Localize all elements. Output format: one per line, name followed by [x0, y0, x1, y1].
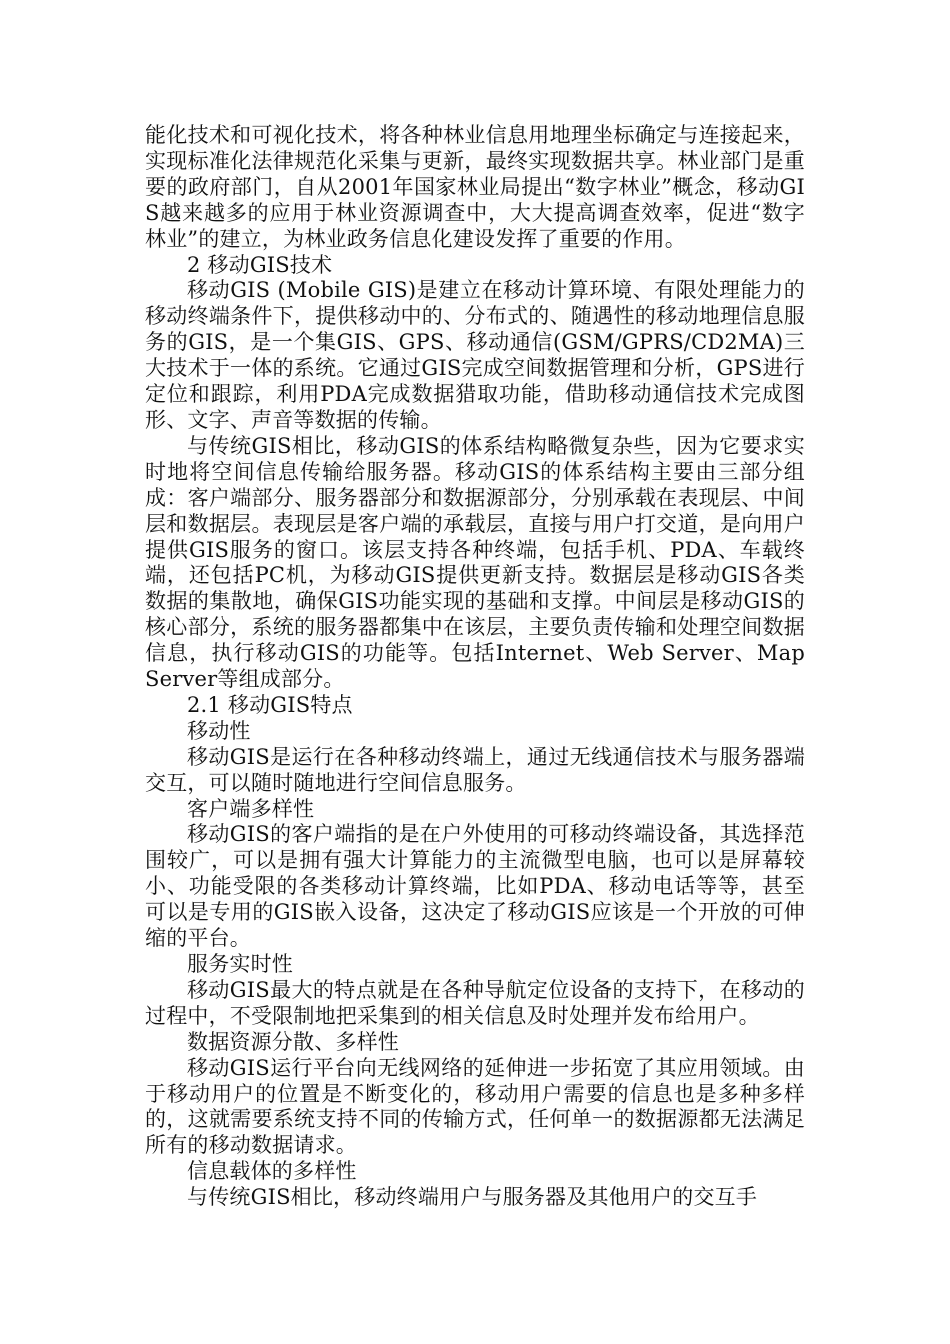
subheading-info-carriers: 信息载体的多样性 [187, 1159, 357, 1184]
paragraph-intro: 能化技术和可视化技术，将各种林业信息用地理坐标确定与连接起来，实现标准化法律规范化采集与更新，最终实现数据共享。林业部门是重要的政府部门，自从2001年国家林业局提出“数字林业”概念，移动GIS越来越多的应用于林业资源调查中，大大提高调查效率，促进“数字林业”的建立，为林业政务信息化建设发挥了重要的作用。 [145, 123, 805, 251]
section-heading-mobile-gis: 2 移动GIS技术 [187, 252, 333, 277]
subheading-mobility: 移动性 [187, 718, 251, 743]
section-heading-features: 2.1 移动GIS特点 [187, 692, 353, 717]
paragraph-mobile-gis-definition: 移动GIS (Mobile GIS)是建立在移动计算环境、有限处理能力的移动终端条件下，提供移动中的、分布式的、随遇性的移动地理信息服务的GIS，是一个集GIS、GPS、移动通信(GSM/GPRS/CD2MA)三大技术于一体的系统。它通过GIS完成空间数据管理和分析，GPS进行定位和跟踪，利用PDA完成数据猎取功能，借助移动通信技术完成图形、文字、声音等数据的传输。 [145, 278, 805, 432]
paragraph-data-sources: 移动GIS运行平台向无线网络的延伸进一步拓宽了其应用领域。由于移动用户的位置是不断变化的，移动用户需要的信息也是多种多样的，这就需要系统支持不同的传输方式，任何单一的数据源都无法满足所有的移动数据请求。 [145, 1055, 805, 1158]
subheading-data-sources: 数据资源分散、多样性 [187, 1029, 399, 1054]
paragraph-client-diversity: 移动GIS的客户端指的是在户外使用的可移动终端设备，其选择范围较广，可以是拥有强大计算能力的主流微型电脑，也可以是屏幕较小、功能受限的各类移动计算终端，比如PDA、移动电话等等，甚至可以是专用的GIS嵌入设备，这决定了移动GIS应该是一个开放的可伸缩的平台。 [145, 822, 805, 951]
paragraph-info-carriers: 与传统GIS相比，移动终端用户与服务器及其他用户的交互手 [187, 1185, 758, 1210]
paragraph-realtime-service: 移动GIS最大的特点就是在各种导航定位设备的支持下，在移动的过程中，不受限制地把采集到的相关信息及时处理并发布给用户。 [145, 977, 805, 1028]
paragraph-architecture: 与传统GIS相比，移动GIS的体系结构略微复杂些，因为它要求实时地将空间信息传输给服务器。移动GIS的体系结构主要由三部分组成：客户端部分、服务器部分和数据源部分，分别承载在表现层、中间层和数据层。表现层是客户端的承载层，直接与用户打交道，是向用户提供GIS服务的窗口。该层支持各种终端，包括手机、PDA、车载终端，还包括PC机，为移动GIS提供更新支持。数据层是移动GIS各类数据的集散地，确保GIS功能实现的基础和支撑。中间层是移动GIS的核心部分，系统的服务器都集中在该层，主要负责传输和处理空间数据信息，执行移动GIS的功能等。包括Internet、Web Server、Map Server等组成部分。 [145, 433, 805, 692]
paragraph-mobility: 移动GIS是运行在各种移动终端上，通过无线通信技术与服务器端交互，可以随时随地进行空间信息服务。 [145, 744, 805, 795]
document-page [145, 123, 805, 1211]
subheading-realtime-service: 服务实时性 [187, 952, 293, 976]
subheading-client-diversity: 客户端多样性 [187, 796, 315, 821]
